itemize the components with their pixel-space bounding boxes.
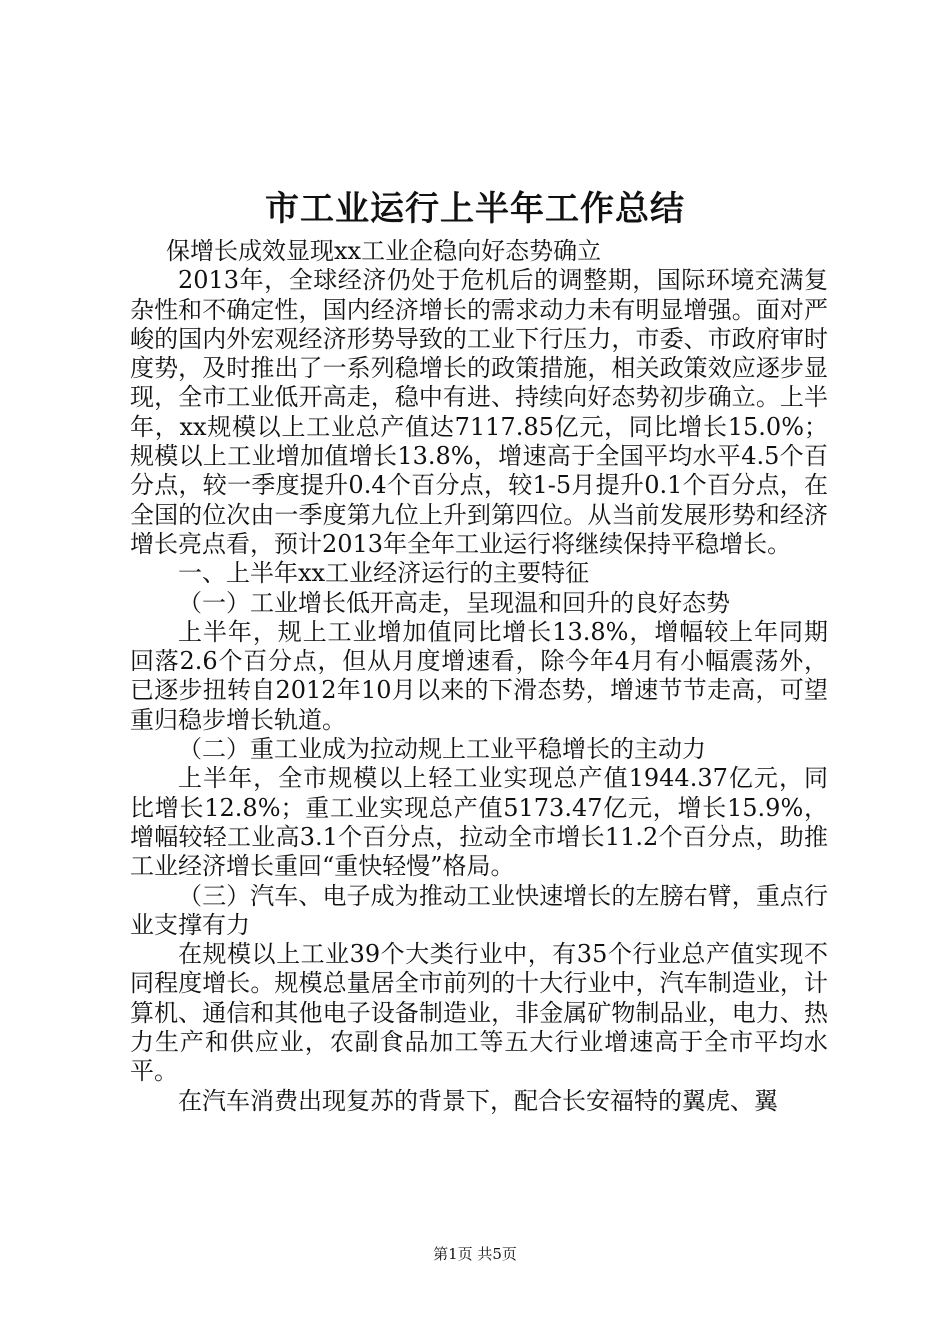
paragraph-intro: 2013年，全球经济仍处于危机后的调整期，国际环境充满复杂性和不确定性，国内经济增长的需求动力未有明显增强。面对严峻的国内外宏观经济形势导致的工业下行压力，市委、市政府审时度势，及时推出了一系列稳增长的政策措施，相关政策效应逐步显现，全市工业低开高走，稳中有进、持续向好态势初步确立。上半年，xx规模以上工业总产值达7117.85亿元，同比增长15.0%；规模以上工业增加值增长13.8%，增速高于全国平均水平4.5个百分点，较一季度提升0.4个百分点，较1-5月提升0.1个百分点，在全国的位次由一季度第九位上升到第四位。从当前发展形势和经济增长亮点看，预计2013年全年工业运行将继续保持平稳增长。 [130, 266, 828, 558]
paragraph-subtitle: 保增长成效显现xx工业企稳向好态势确立 [166, 237, 602, 265]
paragraph-growth: 上半年，规上工业增加值同比增长13.8%，增幅较上年同期回落2.6个百分点，但从月度增速看，除今年4月有小幅震荡外，已逐步扭转自2012年10月以来的下滑态势，增速节节走高，可望重归稳步增长轨道。 [130, 617, 828, 734]
section-heading-1: 一、上半年xx工业经济运行的主要特征 [178, 559, 590, 588]
subsection-heading-3: （三）汽车、电子成为推动工业快速增长的左膀右臂，重点行业支撑有力 [130, 881, 828, 939]
page-footer: 第1页 共5页 [433, 1245, 517, 1263]
subsection-heading-1: （一）工业增长低开高走，呈现温和回升的良好态势 [178, 588, 730, 617]
subsection-heading-2: （二）重工业成为拉动规上工业平稳增长的主动力 [178, 735, 706, 764]
paragraph-automobile: 在汽车消费出现复苏的背景下，配合长安福特的翼虎、翼 [178, 1086, 778, 1115]
document-title: 市工业运行上半年工作总结 [265, 189, 685, 229]
document-body [130, 237, 828, 1116]
paragraph-heavy-industry: 上半年，全市规模以上轻工业实现总产值1944.37亿元，同比增长12.8%；重工业实现总产值5173.47亿元，增长15.9%，增幅较轻工业高3.1个百分点，拉动全市增长11.2个百分点，助推工业经济增长重回“重快轻慢”格局。 [130, 764, 828, 881]
paragraph-industries: 在规模以上工业39个大类行业中，有35个行业总产值实现不同程度增长。规模总量居全市前列的十大行业中，汽车制造业，计算机、通信和其他电子设备制造业，非金属矿物制品业，电力、热力生产和供应业，农副食品加工等五大行业增速高于全市平均水平。 [130, 940, 828, 1086]
